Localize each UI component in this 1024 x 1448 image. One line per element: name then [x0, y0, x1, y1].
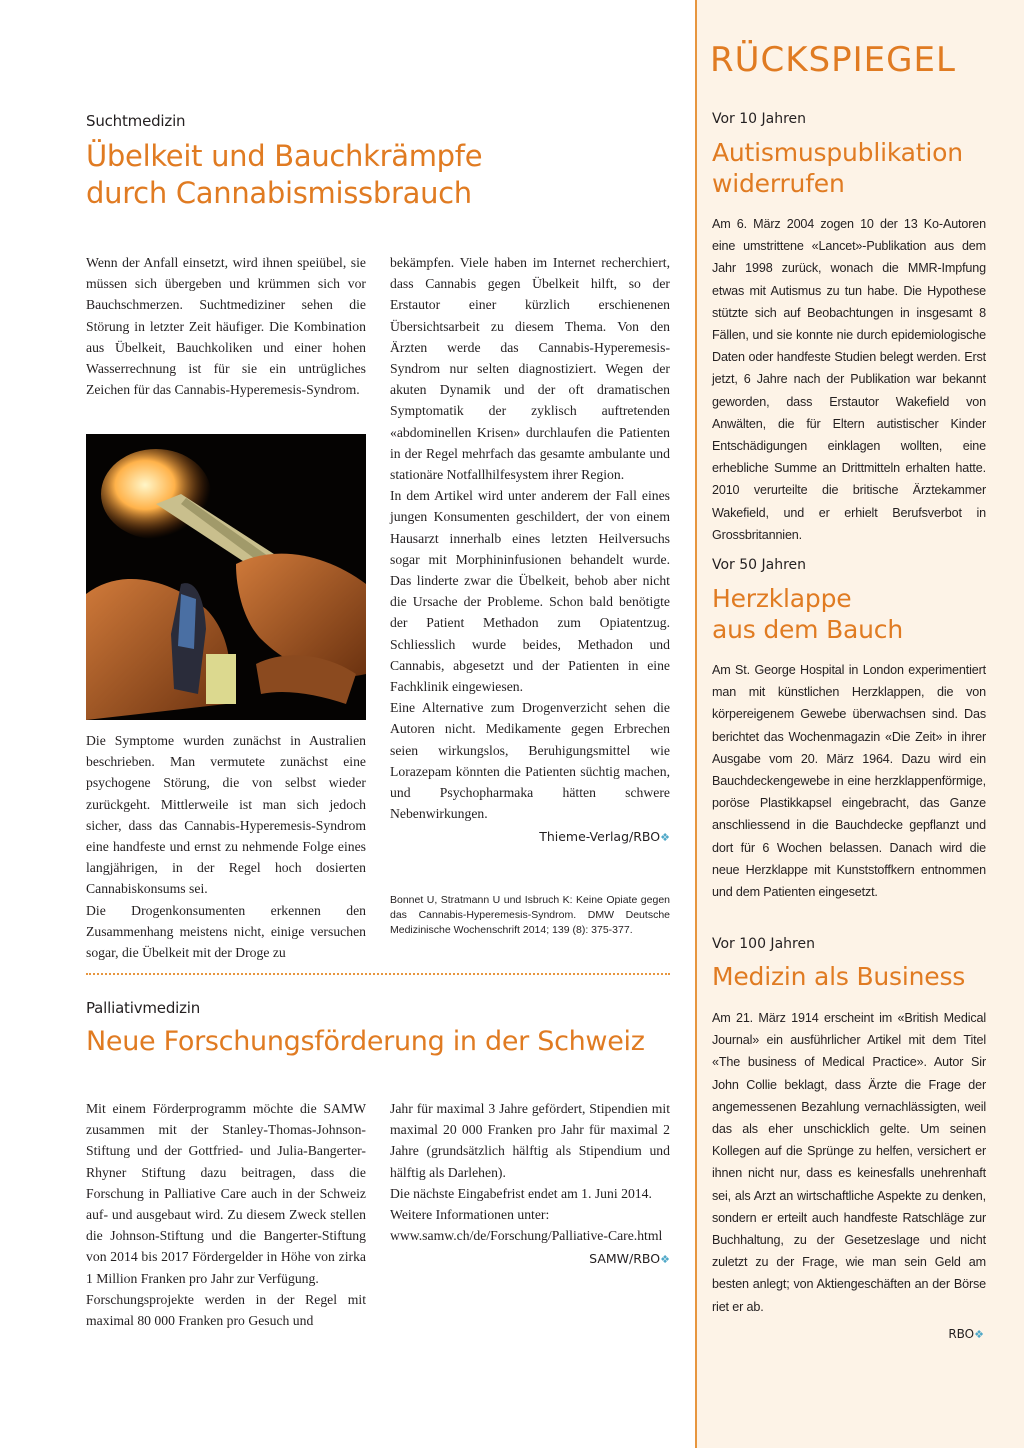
sidebar-item2-title-line1: Herzklappe [712, 584, 852, 613]
sidebar-item1-title-line1: Autismuspublikation [712, 138, 963, 167]
article1-col2-para3: Eine Alternative zum Drogenverzicht sehen die Autoren nicht. Medikamente gegen Erbrechen seien wirkungslos, Beruhigungsmittel wie Lorazepam könnten die Patienten süchtig machen, und Psychopharmaka hätten schwere Nebenwirkungen. [390, 700, 670, 822]
article2-col2-para2: Die nächste Eingabefrist endet am 1. Juni 2014. Weitere Informationen unter: www.samw.ch/de/Forschung/Palliative-Care.html [390, 1185, 663, 1244]
article1-column2 [390, 252, 670, 849]
article1-title-line2: durch Cannabismissbrauch [86, 176, 472, 210]
article1-col2-para2: In dem Artikel wird unter anderem der Fall eines jungen Konsumenten geschildert, der von einem Hausarzt innerhalb eines letzten Heilversuchs sogar mit Morphininfusionen behandelt wurde. Das linderte zwar die Übelkeit, behob aber nicht die Ursache der Probleme. Schon bald benötigte der Patient Methadon zum Opiatentzug. Schliesslich wurde beides, Methadon und Cannabis, abgesetzt und der Patienten in eine Fachklinik eingewiesen. [390, 488, 670, 695]
article1-kicker: Suchtmedizin [86, 112, 186, 130]
diamond-icon: ❖ [974, 1328, 984, 1341]
article1-col1-para1: Wenn der Anfall einsetzt, wird ihnen speiübel, sie müssen sich übergeben und krümmen sich vor Bauchschmerzen. Suchtmediziner sehen die Störung in letzter Zeit häufiger. Die Kombination aus Übelkeit, Bauchkoliken und einer hohen Wasserrechnung ist für sie ein untrügliches Zeichen für das Cannabis-Hyperemesis-Syndrom. [86, 255, 366, 398]
article2-source [390, 1248, 670, 1270]
sidebar-item1-kicker: Vor 10 Jahren [712, 111, 807, 127]
article2-title: Neue Forschungsförderung in der Schweiz [86, 1026, 645, 1057]
article1-col1-para2: Die Symptome wurden zunächst in Australien beschrieben. Man vermutete zunächst eine psychogene Störung, die von selbst wieder zurückgeht. Mittlerweile ist man sich jedoch sicher, dass das Cannabis-Hyperemesis-Syndrom eine handfeste und ernst zu nehmende Folge eines langjährigen, in der Regel hoch dosierten Cannabiskonsums sei. [86, 733, 366, 897]
sidebar-item3-body: Am 21. März 1914 erscheint im «British Medical Journal» ein ausführlicher Artikel mit dem Titel «The business of Medical Practice». Autor Sir John Collie beklagt, dass Ärzte die Frage der angemessenen Bezahlung vernachlässigten, weil das als eher unschicklich gelte. Um seinen Kollegen auf die Sprünge zu helfen, versichert er ihnen nicht nur, dass es keinesfalls unehrenhaft sei, als Arzt an wirtschaftliche Aspekte zu denken, sondern er erteilt auch handfeste Ratschläge zur Buchhaltung, zu der Gesetzeslage und nicht zuletzt zu der Frage, wie man sein Geld am besten anlegt; von Aktiengeschäften an der Börse riet er ab. [712, 1011, 986, 1314]
sidebar-item2-body: Am St. George Hospital in London experimentiert man mit künstlichen Herzklappen, die von körpereigenem Gewebe überwachsen sind. Das berichtet das Wochenmagazin «Die Zeit» in ihrer Ausgabe vom 20. März 1964. Dazu wird ein Bauchdeckengewebe in eine herzklappenförmige, poröse Plastikkapsel eingebracht, das Ganze anschliessend in die Bauchdecke gepflanzt und dort für 6 Wochen belassen. Danach wird die neue Herzklappe mit Kunststoffkern entnommen und dem Patienten eingesetzt. [712, 663, 986, 900]
article1-reference: Bonnet U, Stratmann U und Isbruch K: Keine Opiate gegen das Cannabis-Hyperemesis-Syndrom. DMW Deutsche Medizinische Wochenschrift 2014; 139 (8): 375-377. [390, 894, 670, 936]
sidebar-item1-title [712, 137, 963, 199]
sidebar-item3-title: Medizin als Business [712, 962, 966, 991]
diamond-icon: ❖ [660, 831, 670, 845]
article2-column2 [390, 1098, 670, 1271]
sidebar-item1-body: Am 6. März 2004 zogen 10 der 13 Ko-Autoren eine umstrittene «Lancet»-Publikation aus dem Jahr 1998 zurück, wonach die MMR-Impfung etwas mit Autismus zu tun habe. Die Hypothese stützte sich auf Beobachtungen in insgesamt 8 Fällen, und sie konnte nie durch epidemiologische Daten oder handfeste Studien belegt werden. Erst jetzt, 6 Jahre nach der Publikation war bekannt geworden, dass Erstautor Wakefield von Anwälten, die für Eltern autistischer Kinder Entschädigungen einklagen wollten, eine erhebliche Summe an Drittmitteln erhalten hatte. 2010 verurteilte die britische Ärztekammer Wakefield, und er erhielt Berufsverbot in Grossbritannien. [712, 217, 986, 542]
article2-col1-para2: Forschungsprojekte werden in der Regel mit maximal 80 000 Franken pro Gesuch und [86, 1291, 366, 1329]
article2-kicker: Palliativmedizin [86, 999, 201, 1017]
article1-title [86, 138, 482, 212]
sidebar-source [948, 1327, 984, 1341]
article2-column1 [86, 1098, 366, 1331]
article1-source [390, 826, 670, 848]
article1-source-text: Thieme-Verlag/RBO [539, 829, 661, 845]
sidebar-source-text: RBO [948, 1327, 975, 1341]
diamond-icon: ❖ [660, 1253, 670, 1267]
sidebar-item2-kicker: Vor 50 Jahren [712, 557, 807, 573]
article1-column1-top [86, 252, 366, 400]
article-divider [86, 973, 670, 975]
article2-source-text: SAMW/RBO [589, 1251, 661, 1267]
article1-col1-para3: Die Drogenkonsumenten erkennen den Zusammenhang meistens nicht, einige versuchen sogar, die Übelkeit mit der Droge zu [86, 902, 366, 961]
article1-col2-para1: bekämpfen. Viele haben im Internet recherchiert, dass Cannabis gegen Übelkeit hilft, so der Erstautor einer kürzlich erschienenen Übersichtsarbeit zu diesem Thema. Von den Ärzten werde das Cannabis-Hyperemesis-Syndrom nur selten diagnostiziert. Wegen der akuten Dynamik und der oft dramatischen Symptomatik der zyklisch auftretenden «abdominellen Krisen» durchlaufen die Patienten in der Regel mehrfach das gesamte ambulante und stationäre Notfallhilfesystem ihrer Region. [390, 255, 670, 483]
article2-col1-para1: Mit einem Förderprogramm möchte die SAMW zusammen mit der Stanley-Thomas-Johnson-Stiftung und der Gottfried- und Julia-Bangerter-Rhyner Stiftung dazu beitragen, dass die Forschung in Palliative Care auch in der Schweiz auf- und ausgebaut wird. Zu diesem Zweck stellen die Johnson-Stiftung und die Bangerter-Stiftung von 2014 bis 2017 Fördergelder in Höhe von zirka 1 Million Franken pro Jahr zur Verfügung. [86, 1101, 366, 1286]
sidebar-item3-kicker: Vor 100 Jahren [712, 936, 815, 952]
article1-column1-bottom [86, 730, 366, 963]
sidebar-item2-title-line2: aus dem Bauch [712, 615, 903, 644]
sidebar-item2-title [712, 583, 903, 645]
sidebar-title: RÜCKSPIEGEL [710, 40, 956, 80]
cannabis-photo [86, 434, 366, 720]
sidebar-item1-title-line2: widerrufen [712, 169, 845, 198]
article2-col2-para1: Jahr für maximal 3 Jahre gefördert, Stipendien mit maximal 20 000 Franken pro Jahr für maximal 2 Jahre (grundsätzlich hälftig als Stipendium und hälftig als Darlehen). [390, 1101, 670, 1180]
article1-title-line1: Übelkeit und Bauchkrämpfe [86, 139, 483, 173]
